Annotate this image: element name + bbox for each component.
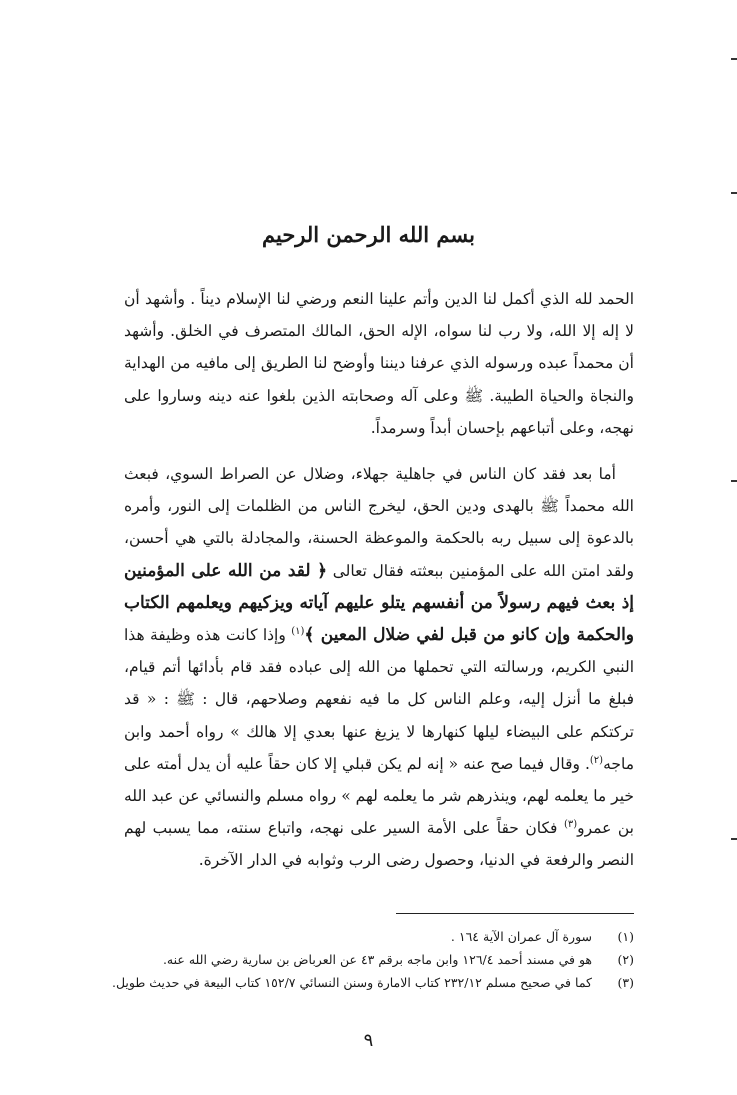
page-number: ٩ <box>363 1030 374 1051</box>
main-text-part-1: أما بعد فقد كان الناس في جاهلية جهلاء، وضلال عن الصراط السوي، فبعث الله محمداً ﷺ بالهدى ودين الحق، ليخرج الناس من الظلمات إلى النور، وأمره بالدعوة إلى سبيل ربه بالحكمة والموعظة الحسنة، والمجادلة بالتي هي أحسن، ولقد امتن الله على المؤمنين ببعثته فقال تعالى <box>124 465 634 580</box>
page-title: بسم الله الرحمن الرحيم <box>262 222 475 247</box>
page-edge-mark <box>731 480 737 482</box>
footnote-item <box>94 948 634 971</box>
quran-verse: ﴿ لقد من الله على المؤمنين إذ بعث فيهم رسولاً من أنفسهم يتلو عليهم آياته ويزكيهم ويعلمهم الكتاب والحكمة وإن كانو من قبل لفي ضلال المعين ﴾ <box>124 560 634 646</box>
main-text-part-4: فكان حقاً على الأمة السير على نهجه، واتباع سنته، مما يسبب لهم النصر والرفعة في الدنيا، وحصول رضى الرب وثوابه في الدار الآخرة. <box>124 819 634 870</box>
footnote-number: (١) <box>617 929 634 944</box>
footnote-ref-3[interactable]: (٣) <box>563 819 578 831</box>
footnote-item <box>94 925 634 948</box>
footnote-divider <box>396 913 634 914</box>
footnote-text: كما في صحيح مسلم ٢٣٢/١٢ كتاب الامارة وسنن النسائي ١٥٢/٧ كتاب البيعة في حديث طويل. <box>111 975 592 990</box>
main-text-part-3: . وقال فيما صح عنه « إنه لم يكن قبلي إلا كان حقاً عليه أن يدل أمته على خير ما يعلمه لهم، وينذرهم شر ما يعلمه لهم » رواه مسلم والنسائي عن عبد الله بن عمرو <box>124 754 634 838</box>
footnote-item <box>94 971 634 994</box>
intro-paragraph: الحمد لله الذي أكمل لنا الدين وأتم علينا النعم ورضي لنا الإسلام ديناً . وأشهد أن لا إله إلا الله، ولا رب لنا سواه، الإله الحق، المالك المتصرف في الخلق. وأشهد أن محمداً عبده ورسوله الذي عرفنا ديننا وأوضح لنا الطريق إلى مافيه من الهداية والنجاة والحياة الطيبة. ﷺ وعلى آله وصحابته الذين بلغوا عنه دينه وساروا على نهجه، وعلى أتباعهم بإحسان أبداً وسرمداً. <box>124 290 634 437</box>
main-text-part-2: وإذا كانت هذه وظيفة هذا النبي الكريم، ورسالته التي تحملها من الله إلى عباده فقد قام بأدائها أتم قيام، فبلغ ما أنزل إليه، وعلم الناس كل ما فيه نفعهم وصلاحهم، قال : ﷺ : « قد تركتكم على البيضاء ليلها كنهارها لا يزيغ عنها بعدي إلا هالك » رواه أحمد وابن ماجه <box>124 626 634 773</box>
main-paragraph <box>124 458 634 877</box>
footnote-text: هو في مسند أحمد ١٢٦/٤ وابن ماجه برقم ٤٣ عن العرباض بن سارية رضي الله عنه. <box>162 952 592 967</box>
footnote-number: (٢) <box>617 952 634 967</box>
footnotes-section <box>94 925 634 994</box>
page-edge-mark <box>731 838 737 840</box>
page-edge-mark <box>731 58 737 60</box>
footnote-ref-1[interactable]: (١) <box>291 625 305 637</box>
page-edge-mark <box>731 192 737 194</box>
footnote-number: (٣) <box>617 975 634 990</box>
footnote-ref-2[interactable]: (٢) <box>589 754 604 766</box>
footnote-text: سورة آل عمران الآية ١٦٤ . <box>450 929 592 944</box>
